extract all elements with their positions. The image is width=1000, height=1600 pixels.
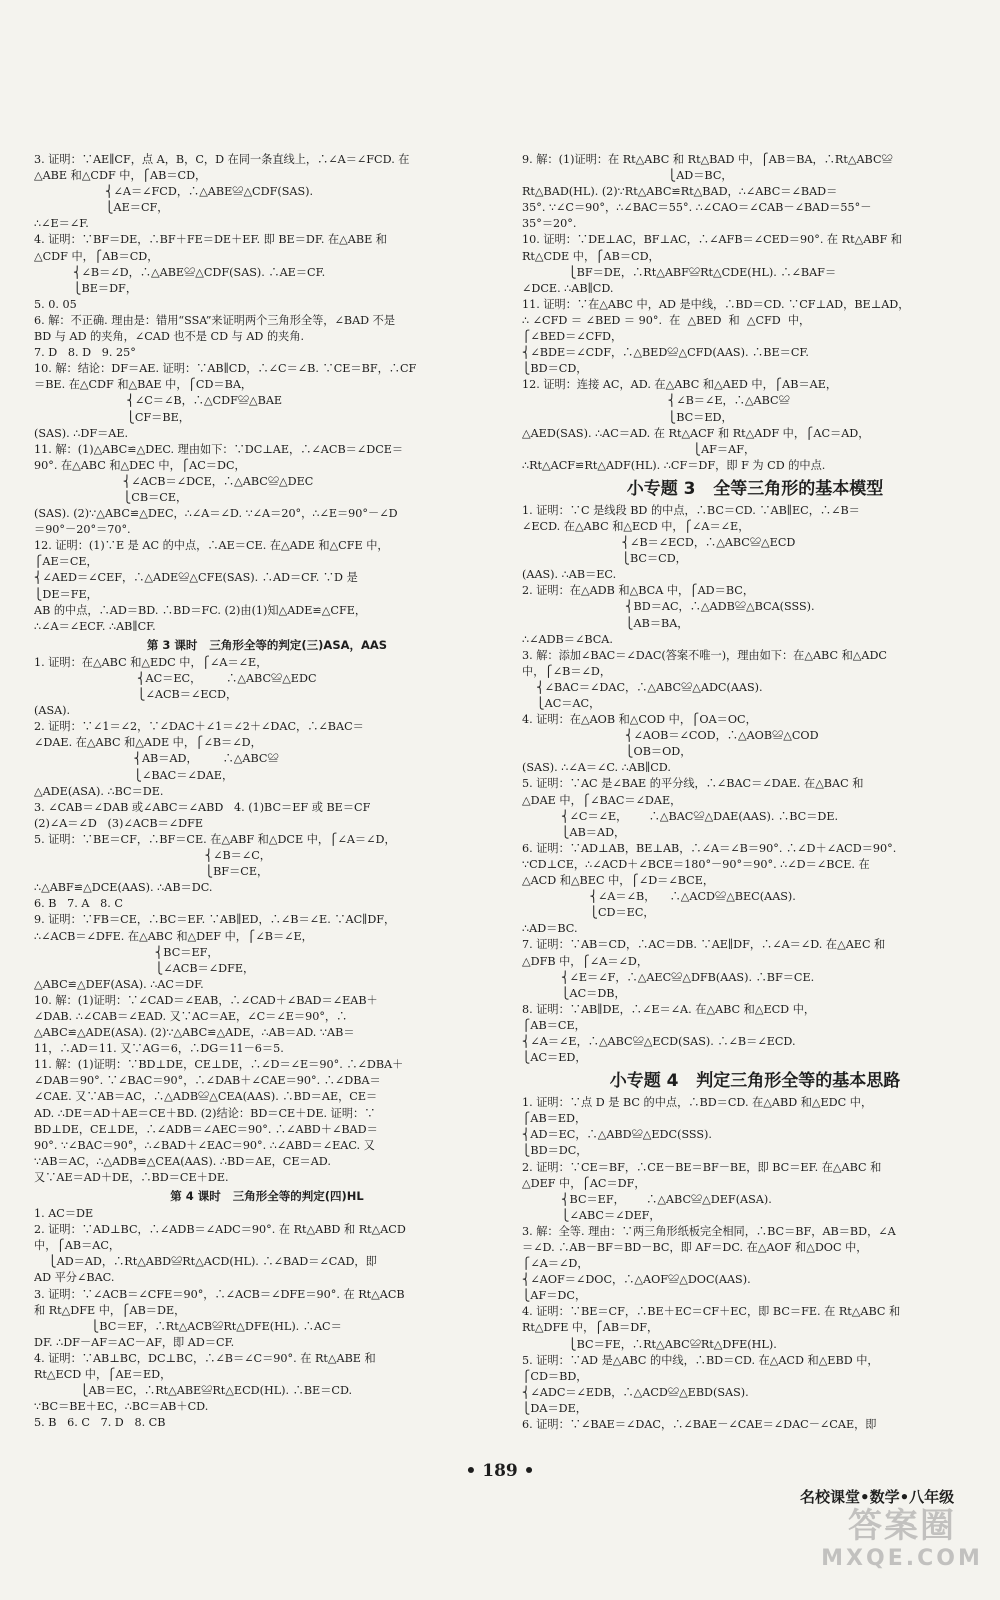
answer-line: ⎨∠AOF＝∠DOC，∴△AOF≌△DOC(AAS). bbox=[522, 1273, 751, 1287]
answer-line: △ABC≌△DEF(ASA). ∴AC＝DF. bbox=[34, 977, 204, 991]
answer-line: ＝∠D. ∴AB－BF＝BD－BC，即 AF＝DC. 在△AOF 和△DOC 中， bbox=[522, 1241, 868, 1254]
answer-line: Rt△CDE 中，⎧AB＝CD， bbox=[522, 249, 660, 263]
answer-line: 5. 证明：∵AD 是△ABC 的中线，∴BD＝CD. 在△ACD 和△EBD 中， bbox=[522, 1353, 879, 1367]
watermark-url: MXQE.COM bbox=[821, 1546, 983, 1571]
answer-line: △DFB 中，⎧∠A＝∠D， bbox=[522, 954, 649, 968]
answer-line: ⎩OB＝OD， bbox=[522, 745, 692, 759]
answer-line: ∠ECD. 在△ABC 和△ECD 中，⎧∠A＝∠E， bbox=[522, 519, 750, 533]
answer-line: ⎧AB＝CE， bbox=[522, 1018, 586, 1032]
answer-line: (SAS). ∴DF＝AE. bbox=[34, 426, 129, 440]
page-number: • 189 • bbox=[465, 1461, 535, 1481]
answer-line: BD 与 AD 的夹角，∠CAD 也不是 CD 与 AD 的夹角. bbox=[34, 330, 305, 344]
answer-line: 2. 证明：∵∠1＝∠2，∵∠DAC＋∠1＝∠2＋∠DAC，∴∠BAC＝ bbox=[34, 720, 364, 734]
answer-line: ⎩BC＝CD， bbox=[522, 552, 687, 566]
answer-line: 1. 证明：∵点 D 是 BC 的中点，∴BD＝CD. 在△ABD 和△EDC 中， bbox=[522, 1096, 873, 1110]
answer-line: △ABE 和△CDF 中，⎧AB＝CD， bbox=[34, 169, 207, 183]
answer-line: 12. 证明：(1)∵E 是 AC 的中点，∴AE＝CE. 在△ADE 和△CFE 中， bbox=[34, 539, 389, 553]
answer-line: 90°. ∵∠BAC＝90°，∴∠BAD＋∠EAC＝90°. ∴∠ABD＝∠EAC. 又 bbox=[34, 1138, 375, 1152]
answer-line: ∵AB＝AC，∴△ADB≌△CEA(AAS). ∴BD＝AE，CE＝AD. bbox=[34, 1154, 331, 1168]
answer-line: ∴∠A＝∠ECF. ∴AB∥CF. bbox=[34, 619, 156, 633]
answer-line: 又∵AE＝AD＋DE，∴BD＝CE＋DE. bbox=[34, 1170, 229, 1184]
answer-line: (AAS). ∴AB＝EC. bbox=[522, 568, 617, 582]
answer-line: ⎧AB＝ED， bbox=[522, 1112, 587, 1126]
answer-line: 5. 证明：∵AC 是∠BAE 的平分线，∴∠BAC＝∠DAE. 在△BAC 和 bbox=[522, 777, 864, 791]
answer-line: ⎨∠B＝∠D，∴△ABE≌△CDF(SAS). ∴AE＝CF. bbox=[34, 265, 326, 279]
answer-line: ∠DAB. ∴∠CAB＝∠EAD. 又∵AC＝AE，∠C＝∠E＝90°，∴ bbox=[34, 1009, 348, 1023]
answer-line: ∴Rt△ACF≌Rt△ADF(HL). ∴CF＝DF，即 F 为 CD 的中点. bbox=[522, 458, 826, 472]
answer-line: ⎨∠AED＝∠CEF，∴△ADE≌△CFE(SAS). ∴AD＝CF. ∵D 是 bbox=[34, 571, 358, 585]
answer-line: ⎨∠B＝∠E，∴△ABC≌ bbox=[522, 394, 790, 408]
answer-line: ⎨AC＝EC， ∴△ABC≌△EDC bbox=[34, 672, 317, 685]
answer-line: ⎩BC＝FE，∴Rt△ABC≌Rt△DFE(HL). bbox=[522, 1337, 777, 1351]
answer-line: ∴△ABF≌△DCE(AAS). ∴AB＝DC. bbox=[34, 881, 213, 895]
answer-line: ⎩AC＝DB， bbox=[522, 986, 626, 1000]
answer-line: 2. 证明：在△ADB 和△BCA 中，⎧AD＝BC， bbox=[522, 584, 755, 598]
answer-line: △DAE 中，⎧∠BAC＝∠DAE， bbox=[522, 793, 682, 807]
answer-line: ⎩CB＝CE， bbox=[34, 490, 188, 504]
answer-line: Rt△DFE 中，⎧AB＝DF， bbox=[522, 1321, 659, 1335]
answer-line: ∠CAE. 又∵AB＝AC，∴△ADB≌△CEA(AAS). ∴BD＝AE，CE＝ bbox=[34, 1090, 378, 1104]
answer-line: ⎩AB＝BA， bbox=[522, 616, 689, 630]
answer-line: ⎨AB＝AD， ∴△ABC≌ bbox=[34, 752, 279, 766]
book-series-title: 名校课堂•数学•八年级 bbox=[800, 1488, 955, 1506]
answer-line: 6. 证明：∵AD⊥AB，BE⊥AB，∴∠A＝∠B＝90°. ∴∠D＋∠ACD＝90°. bbox=[522, 841, 897, 855]
answer-line: ⎩AC＝ED， bbox=[522, 1051, 587, 1065]
answer-line: ⎨∠AOB＝∠COD，∴△AOB≌△COD bbox=[522, 729, 819, 743]
section-heading: 第 4 课时 三角形全等的判定(四)HL bbox=[170, 1189, 364, 1203]
answer-line: ⎧AE＝CE， bbox=[34, 555, 98, 569]
answer-line: ⎩DE＝FE， bbox=[34, 587, 98, 601]
answer-line: ⎨BD＝AC，∴△ADB≌△BCA(SSS). bbox=[522, 600, 815, 614]
answer-line: ⎨∠C＝∠B，∴△CDF≌△BAE bbox=[34, 394, 283, 408]
answer-line: 11. 证明：∵在△ABC 中，AD 是中线，∴BD＝CD. ∵CF⊥AD，BE⊥AD， bbox=[522, 297, 910, 311]
answer-line: 4. 证明：∵AB⊥BC，DC⊥BC，∴∠B＝∠C＝90°. 在 Rt△ABE 和 bbox=[34, 1351, 376, 1365]
answer-line: Rt△BAD(HL). (2)∵Rt△ABC≌Rt△BAD，∴∠ABC＝∠BAD＝ bbox=[522, 185, 838, 199]
answer-line: ⎨∠A＝∠E，∴△ABC≌△ECD(SAS). ∴∠B＝∠ECD. bbox=[522, 1034, 796, 1048]
right-answer-column bbox=[522, 152, 988, 1442]
answer-line: 7. 证明：∵AB＝CD，∴AC＝DB. ∵AE∥DF，∴∠A＝∠D. 在△AEC 和 bbox=[522, 938, 886, 952]
answer-line: ⎧CD＝BD， bbox=[522, 1369, 588, 1383]
answer-line: 90°. 在△ABC 和△DEC 中，⎧AC＝DC， bbox=[34, 458, 246, 472]
answer-line: 3. 解：全等. 理由：∵两三角形纸板完全相同，∴BC＝BF，AB＝BD，∠A bbox=[522, 1224, 896, 1238]
answer-line: ⎩BC＝EF，∴Rt△ACB≌Rt△DFE(HL). ∴AC＝ bbox=[34, 1319, 342, 1333]
answer-line: 1. 证明：在△ABC 和△EDC 中，⎧∠A＝∠E， bbox=[34, 655, 268, 669]
answer-line: ∴∠ADB＝∠BCA. bbox=[522, 632, 613, 646]
answer-line: △ADE(ASA). ∴BC＝DE. bbox=[34, 784, 164, 798]
section-heading: 第 3 课时 三角形全等的判定(三)ASA，AAS bbox=[146, 637, 388, 652]
answer-line: ⎨∠C＝∠E， ∴△BAC≌△DAE(AAS). ∴BC＝DE. bbox=[522, 809, 839, 823]
answer-line: 7. D 8. D 9. 25° bbox=[34, 346, 136, 360]
answer-line: ⎨∠B＝∠C， bbox=[34, 849, 271, 863]
answer-line: AB 的中点，∴AD＝BD. ∴BD＝FC. (2)由(1)知△ADE≌△CFE， bbox=[34, 603, 367, 617]
answer-line: 9. 解：(1)证明：在 Rt△ABC 和 Rt△BAD 中，⎧AB＝BA，∴Rt△ABC≌ bbox=[522, 153, 893, 166]
answer-line: AD 平分∠BAC. bbox=[34, 1271, 115, 1285]
answer-line: ⎧∠A＝∠D， bbox=[522, 1257, 589, 1271]
answer-line: ⎩∠ABC＝∠DEF， bbox=[522, 1208, 661, 1222]
answer-line: ⎧∠BED＝∠CFD， bbox=[522, 330, 623, 344]
answer-line: 35°＝20°. bbox=[522, 217, 577, 231]
answer-line: △CDF 中，⎧AB＝CD， bbox=[34, 249, 159, 263]
answer-line: 3. ∠CAB＝∠DAB 或∠ABC＝∠ABD 4. (1)BC＝EF 或 BE＝CF bbox=[34, 800, 371, 814]
answer-line: 5. B 6. C 7. D 8. CB bbox=[34, 1416, 166, 1430]
answer-line: ⎨∠ACB＝∠DCE，∴△ABC≌△DEC bbox=[34, 474, 314, 488]
answer-line: 35°. ∵∠C＝90°，∴∠BAC＝55°. ∴∠CAO＝∠CAB－∠BAD＝55°－ bbox=[522, 201, 872, 215]
answer-line: (SAS). (2)∵△ABC≌△DEC，∴∠A＝∠D. ∵∠A＝20°，∴∠E＝90°－∠D bbox=[34, 507, 398, 521]
answer-line: (2)∠A＝∠D (3)∠ACB＝∠DFE bbox=[34, 816, 204, 830]
answer-line: ⎨∠A＝∠FCD，∴△ABE≌△CDF(SAS). bbox=[34, 185, 314, 199]
answer-line: △ABC≌△ADE(ASA). (2)∵△ABC≌△ADE，∴AB＝AD. ∵AB＝ bbox=[34, 1026, 355, 1040]
answer-line: ∴AD＝BC. bbox=[522, 922, 578, 936]
answer-line: 5. 0. 05 bbox=[34, 297, 77, 311]
answer-line: (SAS). ∴∠A＝∠C. ∴AB∥CD. bbox=[522, 761, 671, 775]
answer-line: 12. 证明：连接 AC，AD. 在△ABC 和△AED 中，⎧AB＝AE， bbox=[522, 378, 838, 392]
answer-line: 1. 证明：∵C 是线段 BD 的中点，∴BC＝CD. ∵AB∥EC，∴∠B＝ bbox=[522, 503, 860, 517]
answer-line: ⎩∠BAC＝∠DAE， bbox=[34, 768, 234, 782]
answer-line: ∵CD⊥CE，∴∠ACD＋∠BCE＝180°－90°＝90°. ∴∠D＝∠BCE. 在 bbox=[522, 857, 870, 871]
answer-line: BD⊥DE，CE⊥DE，∴∠ADB＝∠AEC＝90°. ∴∠ABD＋∠BAD＝ bbox=[34, 1122, 378, 1136]
answer-line: ⎨∠ADC＝∠EDB，∴△ACD≌△EBD(SAS). bbox=[522, 1385, 749, 1399]
answer-line: ⎩CD＝EC， bbox=[522, 906, 655, 920]
answer-line: ⎩DA＝DE， bbox=[522, 1401, 587, 1415]
answer-line: 9. 证明：∵FB＝CE，∴BC＝EF. ∵AB∥ED，∴∠B＝∠E. ∵AC∥DF， bbox=[34, 913, 396, 927]
answer-line: ∵BC＝BE＋EC，∴BC＝AB＋CD. bbox=[34, 1400, 209, 1414]
answer-line: ⎨∠E＝∠F，∴△AEC≌△DFB(AAS). ∴BF＝CE. bbox=[522, 970, 815, 984]
answer-line: ⎩BC＝ED， bbox=[522, 410, 733, 424]
answer-line: ⎩BF＝DE，∴Rt△ABF≌Rt△CDE(HL). ∴∠BAF＝ bbox=[522, 265, 837, 279]
answer-line: ＝BE. 在△CDF 和△BAE 中，⎧CD＝BA， bbox=[34, 378, 253, 392]
answer-line: 10. 证明：∵DE⊥AC，BF⊥AC，∴∠AFB＝∠CED＝90°. 在 Rt△ABF 和 bbox=[522, 233, 902, 247]
answer-line: △ACD 和△BEC 中，⎧∠D＝∠BCE， bbox=[522, 874, 715, 888]
answer-line: 4. 证明：在△AOB 和△COD 中，⎧OA＝OC， bbox=[522, 713, 757, 727]
answer-line: Rt△ECD 中，⎧AE＝ED， bbox=[34, 1368, 172, 1382]
answer-line: 11. 解：(1)证明：∵BD⊥DE，CE⊥DE，∴∠D＝∠E＝90°. ∴∠DBA＋ bbox=[34, 1058, 404, 1072]
answer-line: ⎩AF＝DC， bbox=[522, 1289, 587, 1303]
answer-line: 6. 证明：∵∠BAE＝∠DAC，∴∠BAE－∠CAE＝∠DAC－∠CAE，即 bbox=[522, 1418, 877, 1432]
answer-line: 1. AC＝DE bbox=[34, 1207, 94, 1221]
answer-line: 中，⎧∠B＝∠D， bbox=[522, 664, 612, 678]
answer-line: 6. 解：不正确. 理由是：错用“SSA”来证明两个三角形全等，∠BAD 不是 bbox=[34, 313, 396, 327]
answer-line: ⎩BF＝CE， bbox=[34, 865, 269, 879]
answer-line: △AED(SAS). ∴AC＝AD. 在 Rt△ACF 和 Rt△ADF 中，⎧AC＝AD， bbox=[522, 426, 870, 440]
answer-line: 10. 解：(1)证明：∵∠CAD＝∠EAB，∴∠CAD＋∠BAD＝∠EAB＋ bbox=[34, 993, 378, 1007]
answer-line: ⎩AE＝CF， bbox=[34, 201, 169, 215]
watermark-logo-text: 答案圈 bbox=[848, 1506, 956, 1546]
answer-line: ⎩∠ACB＝∠ECD， bbox=[34, 688, 238, 702]
answer-line: 和 Rt△DFE 中，⎧AB＝DE， bbox=[34, 1303, 186, 1317]
answer-line: ⎩AD＝BC， bbox=[522, 169, 733, 183]
answer-line: 2. 证明：∵AD⊥BC，∴∠ADB＝∠ADC＝90°. 在 Rt△ABD 和 Rt△ACD bbox=[34, 1223, 406, 1237]
section-heading: 小专题 3 全等三角形的基本模型 bbox=[626, 478, 884, 499]
answer-line: ⎩AB＝EC，∴Rt△ABE≌Rt△ECD(HL). ∴BE＝CD. bbox=[34, 1384, 353, 1398]
answer-line: ⎩CF＝BE， bbox=[34, 410, 190, 424]
answer-line: ⎩AC＝AC， bbox=[522, 697, 601, 710]
answer-line: ⎨AD＝EC，∴△ABD≌△EDC(SSS). bbox=[522, 1128, 712, 1142]
answer-line: 5. 证明：∵BE＝CF，∴BF＝CE. 在△ABF 和△DCE 中，⎧∠A＝∠D， bbox=[34, 832, 396, 846]
answer-line: ∴∠E＝∠F. bbox=[34, 217, 89, 231]
answer-line: AD. ∴DE＝AD＋AE＝CE＋BD. (2)结论：BD＝CE＋DE. 证明：∵ bbox=[34, 1106, 376, 1120]
section-heading: 小专题 4 判定三角形全等的基本思路 bbox=[609, 1071, 901, 1092]
answer-line: ∴∠ACB＝∠DFE. 在△ABC 和△DEF 中，⎧∠B＝∠E， bbox=[34, 929, 313, 943]
answer-line: ⎨∠A＝∠B， ∴△ACD≌△BEC(AAS). bbox=[522, 890, 796, 904]
answer-line: ⎩∠ACB＝∠DFE， bbox=[34, 961, 255, 975]
answer-line: ＝90°－20°＝70°. bbox=[34, 523, 131, 537]
answer-line: ⎨∠BAC＝∠DAC，∴△ABC≌△ADC(AAS). bbox=[522, 680, 763, 694]
answer-line: △DEF 中，⎧AC＝DF， bbox=[522, 1176, 646, 1190]
answer-line: 3. 证明：∵AE∥CF，点 A，B，C，D 在同一条直线上，∴∠A＝∠FCD. 在 bbox=[34, 153, 410, 166]
answer-line: ⎨BC＝EF， ∴△ABC≌△DEF(ASA). bbox=[522, 1192, 772, 1206]
answer-line: ∠DAE. 在△ABC 和△ADE 中，⎧∠B＝∠D， bbox=[34, 736, 262, 750]
answer-line: ⎩AF＝AF， bbox=[522, 442, 756, 456]
answer-line: 2. 证明：∵CE＝BF，∴CE－BE＝BF－BE，即 BC＝EF. 在△ABC 和 bbox=[522, 1160, 882, 1174]
answer-line: 中，⎧AB＝AC， bbox=[34, 1239, 121, 1253]
answer-line: ⎨∠BDE＝∠CDF，∴△BED≌△CFD(AAS). ∴BE＝CF. bbox=[522, 346, 809, 360]
answer-line: ∴ ∠CFD ＝ ∠BED ＝ 90°. 在 △BED 和 △CFD 中， bbox=[522, 313, 811, 327]
answer-line: 3. 解：添加∠BAC＝∠DAC(答案不唯一)，理由如下：在△ABC 和△ADC bbox=[522, 648, 887, 662]
answer-line: ⎨∠B＝∠ECD，∴△ABC≌△ECD bbox=[522, 536, 796, 550]
left-answer-column bbox=[34, 152, 500, 1442]
answer-line: ⎩AD＝AD，∴Rt△ABD≌Rt△ACD(HL). ∴∠BAD＝∠CAD，即 bbox=[34, 1255, 377, 1269]
answer-line: 11. 解：(1)△ABC≌△DEC. 理由如下：∵DC⊥AE，∴∠ACB＝∠DCE＝ bbox=[34, 442, 404, 456]
answer-line: ⎨BC＝EF， bbox=[34, 945, 219, 959]
answer-line: 4. 证明：∵BF＝DE，∴BF＋FE＝DE＋EF. 即 BE＝DF. 在△ABE 和 bbox=[34, 233, 387, 247]
answer-line: DF. ∴DF－AF＝AC－AF，即 AD＝CF. bbox=[34, 1335, 235, 1349]
answer-line: 4. 证明：∵BE＝CF，∴BE＋EC＝CF＋EC，即 BC＝FE. 在 Rt△ABC 和 bbox=[522, 1305, 901, 1319]
answer-line: ⎩AB＝AD， bbox=[522, 825, 626, 839]
answer-line: 3. 证明：∵∠ACB＝∠CFE＝90°，∴∠ACB＝∠DFE＝90°. 在 Rt△ACB bbox=[34, 1287, 405, 1301]
answer-line: ⎩BD＝DC， bbox=[522, 1144, 588, 1158]
answer-line: 6. B 7. A 8. C bbox=[34, 897, 123, 911]
answer-line: ∠DAB＝90°. ∵∠BAC＝90°，∴∠DAB＋∠CAE＝90°. ∴∠DBA＝ bbox=[34, 1074, 381, 1088]
answer-line: 8. 证明：∵AB∥DE，∴∠E＝∠A. 在△ABC 和△ECD 中， bbox=[522, 1002, 816, 1016]
answer-line: (ASA). bbox=[34, 704, 71, 718]
answer-line: ∠DCE. ∴AB∥CD. bbox=[522, 281, 614, 295]
site-watermark bbox=[812, 1506, 992, 1578]
answer-line: 11，∴AD＝11. 又∵AG＝6，∴DG＝11－6＝5. bbox=[34, 1042, 284, 1056]
answer-line: 10. 解：结论：DF＝AE. 证明：∵AB∥CD，∴∠C＝∠B. ∵CE＝BF，∴CF bbox=[34, 362, 417, 376]
answer-line: ⎩BD＝CD， bbox=[522, 362, 588, 376]
answer-line: ⎩BE＝DF， bbox=[34, 281, 138, 295]
